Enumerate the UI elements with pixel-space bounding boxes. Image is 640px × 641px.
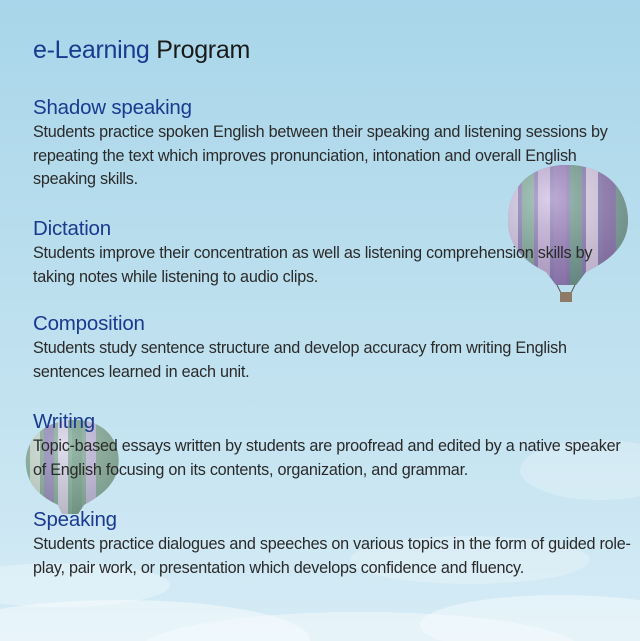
section-writing [33, 409, 631, 482]
section-description: Students practice dialogues and speeches on various topics in the form of guided role-play, pair work, or presentation which develops confidence and fluency. [33, 535, 631, 577]
section-description: Students practice spoken English between their speaking and listening sessions by repeating the text which improves pronunciation, intonation and overall English speaking skills. [33, 123, 608, 188]
section-composition [33, 311, 631, 384]
section-description: Students improve their concentration as well as listening comprehension skills by taking notes while listening to audio clips. [33, 244, 593, 286]
title-brand: e-Learning [33, 36, 150, 64]
section-description: Students study sentence structure and develop accuracy from writing English sentences learned in each unit. [33, 339, 567, 381]
title-rest: Program [156, 36, 250, 64]
section-speaking [33, 507, 631, 580]
section-dictation [33, 216, 631, 289]
section-heading: Shadow speaking [33, 96, 192, 119]
section-heading: Speaking [33, 508, 117, 531]
section-shadow-speaking [33, 95, 631, 192]
section-heading: Writing [33, 410, 96, 433]
section-heading: Dictation [33, 217, 111, 240]
section-description: Topic-based essays written by students are proofread and edited by a native speaker of English focusing on its contents, organization, and grammar. [33, 437, 621, 479]
page-title [33, 36, 250, 65]
section-heading: Composition [33, 312, 145, 335]
